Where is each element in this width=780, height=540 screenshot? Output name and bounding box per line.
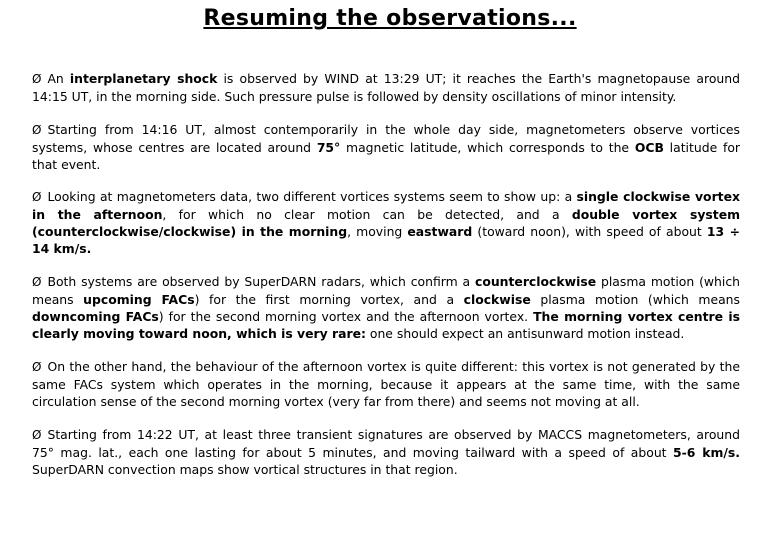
bold-text: single clockwise vortex in the afternoon	[32, 189, 740, 222]
bullet-paragraph	[32, 188, 740, 257]
body-text: ) for the first morning vortex, and a	[194, 292, 464, 307]
bullet-arrow-icon: Ø	[32, 190, 42, 204]
body-text: magnetic latitude, which corresponds to the	[340, 140, 635, 155]
body-text: (toward noon), with speed of about	[472, 224, 707, 239]
bullet-arrow-icon: Ø	[32, 123, 42, 137]
bullet-arrow-icon: Ø	[32, 275, 42, 289]
slide-title: Resuming the observations...	[203, 6, 577, 31]
body-text: one should expect an antisunward motion instead.	[365, 326, 685, 341]
bold-text: 13 ÷ 14 km/s.	[32, 224, 740, 256]
bold-text: downcoming FACs	[32, 309, 159, 324]
body-text: Looking at magnetometers data, two different vortices systems seem to show up: a	[47, 189, 577, 204]
bullet-arrow-icon: Ø	[32, 360, 42, 374]
body-text: is observed by WIND at 13:29 UT; it reaches the Earth's magnetopause around 14:15 UT, in the morning side. Such pressure pulse is followed by density oscillations of minor intensity.	[32, 71, 740, 104]
bold-text: upcoming FACs	[83, 292, 195, 307]
body-text: Both systems are observed by SuperDARN radars, which confirm a	[47, 274, 475, 289]
body-text: ) for the second morning vortex and the afternoon vortex.	[158, 309, 534, 324]
bullet-paragraph	[32, 273, 740, 342]
bold-text: eastward	[407, 224, 473, 239]
bullet-list	[32, 70, 740, 494]
bold-text: clockwise	[463, 292, 531, 307]
bullet-arrow-icon: Ø	[32, 428, 42, 442]
bullet-paragraph	[32, 70, 740, 105]
body-text: , moving	[347, 224, 408, 239]
body-text: Starting from 14:16 UT, almost contemporarily in the whole day side, magnetometers observe vortices systems, whose centres are located around	[32, 122, 740, 155]
bold-text: interplanetary shock	[69, 71, 218, 86]
bold-text: OCB	[634, 140, 664, 155]
body-text: plasma motion (which means	[32, 274, 740, 307]
body-text: SuperDARN convection maps show vortical structures in that region.	[32, 462, 458, 477]
body-text: Starting from 14:22 UT, at least three transient signatures are observed by MACCS magnetometers, around 75° mag. lat., each one lasting for about 5 minutes, and moving tailward with a speed of about	[32, 427, 740, 460]
bold-text: The morning vortex centre is clearly moving toward noon, which is very rare:	[32, 309, 741, 341]
body-text: , for which no clear motion can be detected, and a	[162, 207, 572, 222]
body-text: latitude for that event.	[32, 140, 740, 172]
bullet-paragraph	[32, 426, 740, 478]
bullet-arrow-icon: Ø	[32, 72, 42, 86]
body-text: On the other hand, the behaviour of the afternoon vortex is quite different: this vortex is not generated by the same FACs system which operates in the morning, because it appears at the same time, with the same circulation sense of the second morning vortex (very far from there) and seems not moving at all.	[32, 359, 740, 409]
bold-text: double vortex system (counterclockwise/clockwise) in the morning	[32, 207, 741, 239]
body-text: plasma motion (which means	[530, 292, 740, 307]
bullet-paragraph	[32, 358, 740, 410]
bullet-paragraph	[32, 121, 740, 173]
bold-text: 75°	[316, 140, 341, 155]
bold-text: 5-6 km/s.	[673, 445, 740, 460]
body-text: An	[47, 71, 70, 86]
bold-text: counterclockwise	[475, 274, 597, 289]
